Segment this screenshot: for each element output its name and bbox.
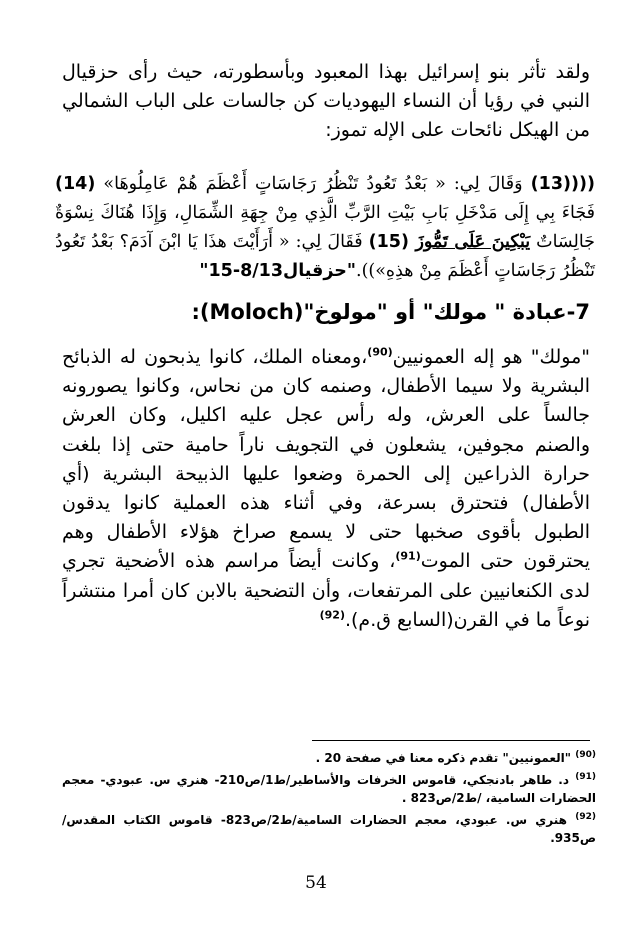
intro-paragraph: ولقد تأثر بنو إسرائيل بهذا المعبود وبأسطورته، حيث رأى حزقيال النبي في رؤيا أن النساء اليهوديات كن جالسات على الباب الشمالي من الهيكل نائحات على الإله تموز: xyxy=(62,61,590,141)
footnote-92 xyxy=(62,808,596,848)
verse-text-15: فَقَالَ لِي: « أَرَأَيْتَ هذَا يَا ابْنَ آدَمَ؟ بَعْدُ تَعُودُ تَنْظُرُ رَجَاسَاتٍ أَعْظَمَ مِنْ هذِهِ»)). xyxy=(55,232,595,281)
verse-number-15: (15) xyxy=(368,232,416,252)
footnote-90 xyxy=(62,746,596,768)
footnote-ref-90[interactable]: (90) xyxy=(367,345,393,359)
footnote-number: (90) xyxy=(575,750,596,760)
verse-text-13: وَقَالَ لِي: « بَعْدُ تَعُودُ تَنْظُرُ رَجَاسَاتٍ أَعْظَمَ هُمْ عَامِلُوهَا» xyxy=(95,174,531,194)
section-heading: 7-عبادة " مولك" أو "مولوخ"(Moloch): xyxy=(191,300,590,324)
page-number: 54 xyxy=(305,873,327,893)
verse-number-14: (14) xyxy=(55,174,96,194)
footnote-number: (92) xyxy=(575,811,596,822)
footnotes xyxy=(62,746,596,848)
quoted-verse xyxy=(55,170,595,286)
footnote-divider xyxy=(312,740,590,741)
footnote-ref-91[interactable]: (91) xyxy=(395,550,421,564)
body-paragraph xyxy=(62,343,590,635)
footnote-ref-92[interactable]: (92) xyxy=(319,608,345,622)
footnote-91 xyxy=(62,768,596,808)
footnote-number: (91) xyxy=(575,771,596,782)
verse-open-brackets: ((( xyxy=(571,174,595,194)
body-text-2: ،ومعناه الملك، كانوا يذبحون له الذبائح البشرية ولا سيما الأطفال، وصنمه كان من نحاس، وكانوا يصورونه جالساً على العرش، وله رأس عجل عليه اكليل، وكان العرش والصنم مجوفين، يشعلون في التجويف ناراً حامية حتى إذا بلغت حرارة الذراعين إلى الحمرة وضعوا عليها الذبيحة البشرية (أي الأطفال) فتحترق بسرعة، وفي أثناء هذه العملية كانوا يدقون الطبول بأقوى صخبها حتى لا يسمع صراخ هؤلاء الأطفال وهم يحترقون حتى الموت xyxy=(62,346,590,573)
body-text-3: ، وكانت أيضاً مراسم هذه الأضحية تجري لدى الكنعانيين على المرتفعات، وأن التضحية بالابن كان أمرا منتشراً نوعاً ما في القرن(السابع ق.م). xyxy=(62,550,590,631)
body-text-1: "مولك" هو إله العمونيين xyxy=(392,346,590,368)
footnote-text: د. طاهر بادنجكي، قاموس الخرفات والأساطير/ط1/ص210- هنري س. عبودي- معجم الحضارات السامية، /ط2/ص823 . xyxy=(62,772,596,805)
verse-number-13: (13) xyxy=(530,174,571,194)
verse-underlined-phrase: يَبْكِينَ عَلَى تَمُّوزَ xyxy=(415,232,531,252)
verse-text-14: فَجَاءَ بِي إِلَى مَدْخَلِ بَابِ بَيْتِ الرَّبِّ الَّذِي مِنْ جِهَةِ الشِّمَالِ، وَإِذَا هُنَاكَ نِسْوَةٌ جَالِسَاتٌ xyxy=(55,203,596,252)
footnote-text: "العمونيين" تقدم ذكره معنا في صفحة 20 . xyxy=(315,751,572,765)
verse-reference: "حزقيال8/13-15" xyxy=(199,261,356,281)
footnote-text: هنري س. عبودي، معجم الحضارات السامية/ط2/ص823- قاموس الكتاب المقدس/ص935. xyxy=(62,812,596,845)
